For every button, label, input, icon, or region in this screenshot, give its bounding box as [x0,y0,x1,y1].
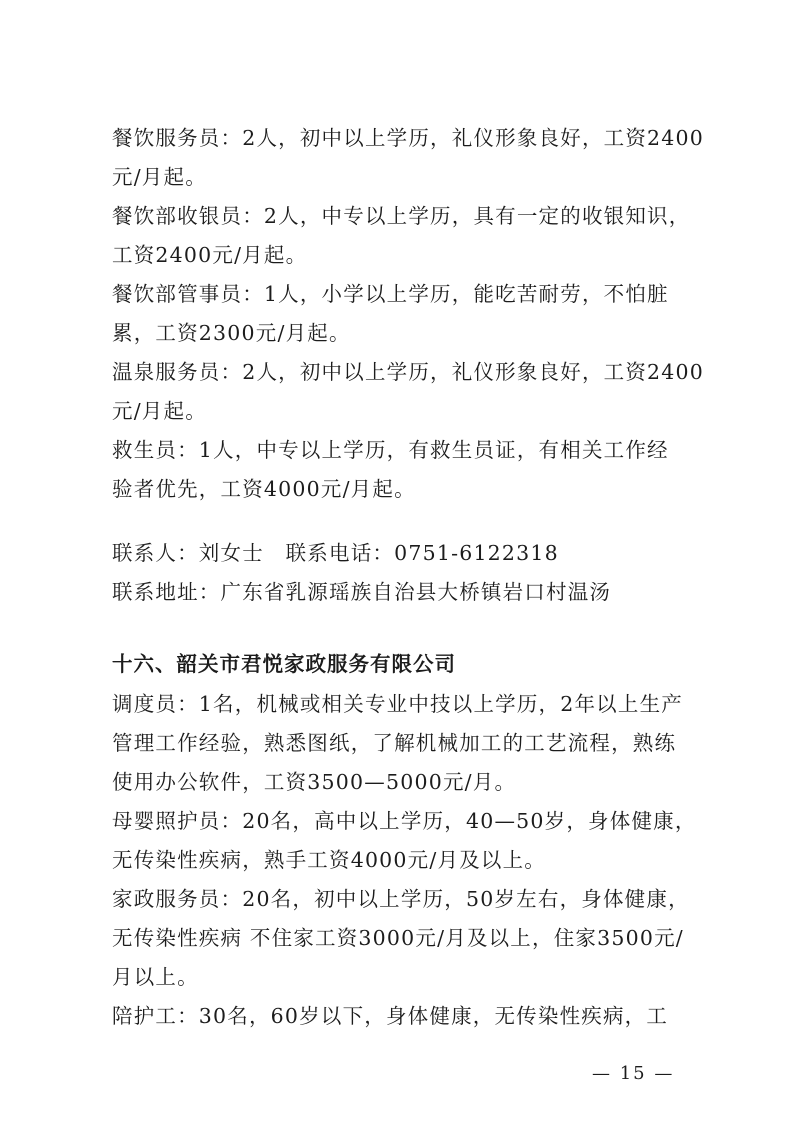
text-line: 调度员：1名，机械或相关专业中技以上学历，2年以上生产 [112,692,683,716]
text-line: 累，工资2300元/月起。 [112,321,351,345]
text-line: 无传染性疾病 不住家工资3000元/月及以上，住家3500元/ [112,926,684,950]
text-line: 使用办公软件，工资3500—5000元/月。 [112,770,517,794]
text-line: 管理工作经验，熟悉图纸，了解机械加工的工艺流程，熟练 [112,731,677,755]
text-line: 餐饮服务员：2人，初中以上学历，礼仪形象良好，工资2400 [112,126,705,150]
text-line: 元/月起。 [112,399,207,423]
contact-address-line: 联系地址：广东省乳源瑶族自治县大桥镇岩口村温汤 [112,580,612,604]
text-line: 餐饮部管事员：1人，小学以上学历，能吃苦耐劳，不怕脏 [112,282,669,306]
text-line: 验者优先，工资4000元/月起。 [112,477,416,501]
text-line: 温泉服务员：2人，初中以上学历，礼仪形象良好，工资2400 [112,360,705,384]
text-line: 月以上。 [112,965,199,989]
section-heading: 十六、韶关市君悦家政服务有限公司 [112,652,456,676]
contact-person-line: 联系人：刘女士 联系电话：0751-6122318 [112,541,559,565]
text-line: 餐饮部收银员：2人，中专以上学历，具有一定的收银知识， [112,204,691,228]
text-line: 母婴照护员：20名，高中以上学历，40—50岁，身体健康， [112,809,697,833]
text-line: 元/月起。 [112,165,207,189]
text-line: 家政服务员：20名，初中以上学历，50岁左右，身体健康， [112,887,690,911]
text-line: 救生员：1人，中专以上学历，有救生员证，有相关工作经 [112,438,669,462]
text-line: 无传染性疾病，熟手工资4000元/月及以上。 [112,848,546,872]
text-line: 工资2400元/月起。 [112,243,308,267]
text-line: 陪护工：30名，60岁以下，身体健康，无传染性疾病，工 [112,1004,669,1028]
page-number: — 15 — [592,1063,675,1084]
